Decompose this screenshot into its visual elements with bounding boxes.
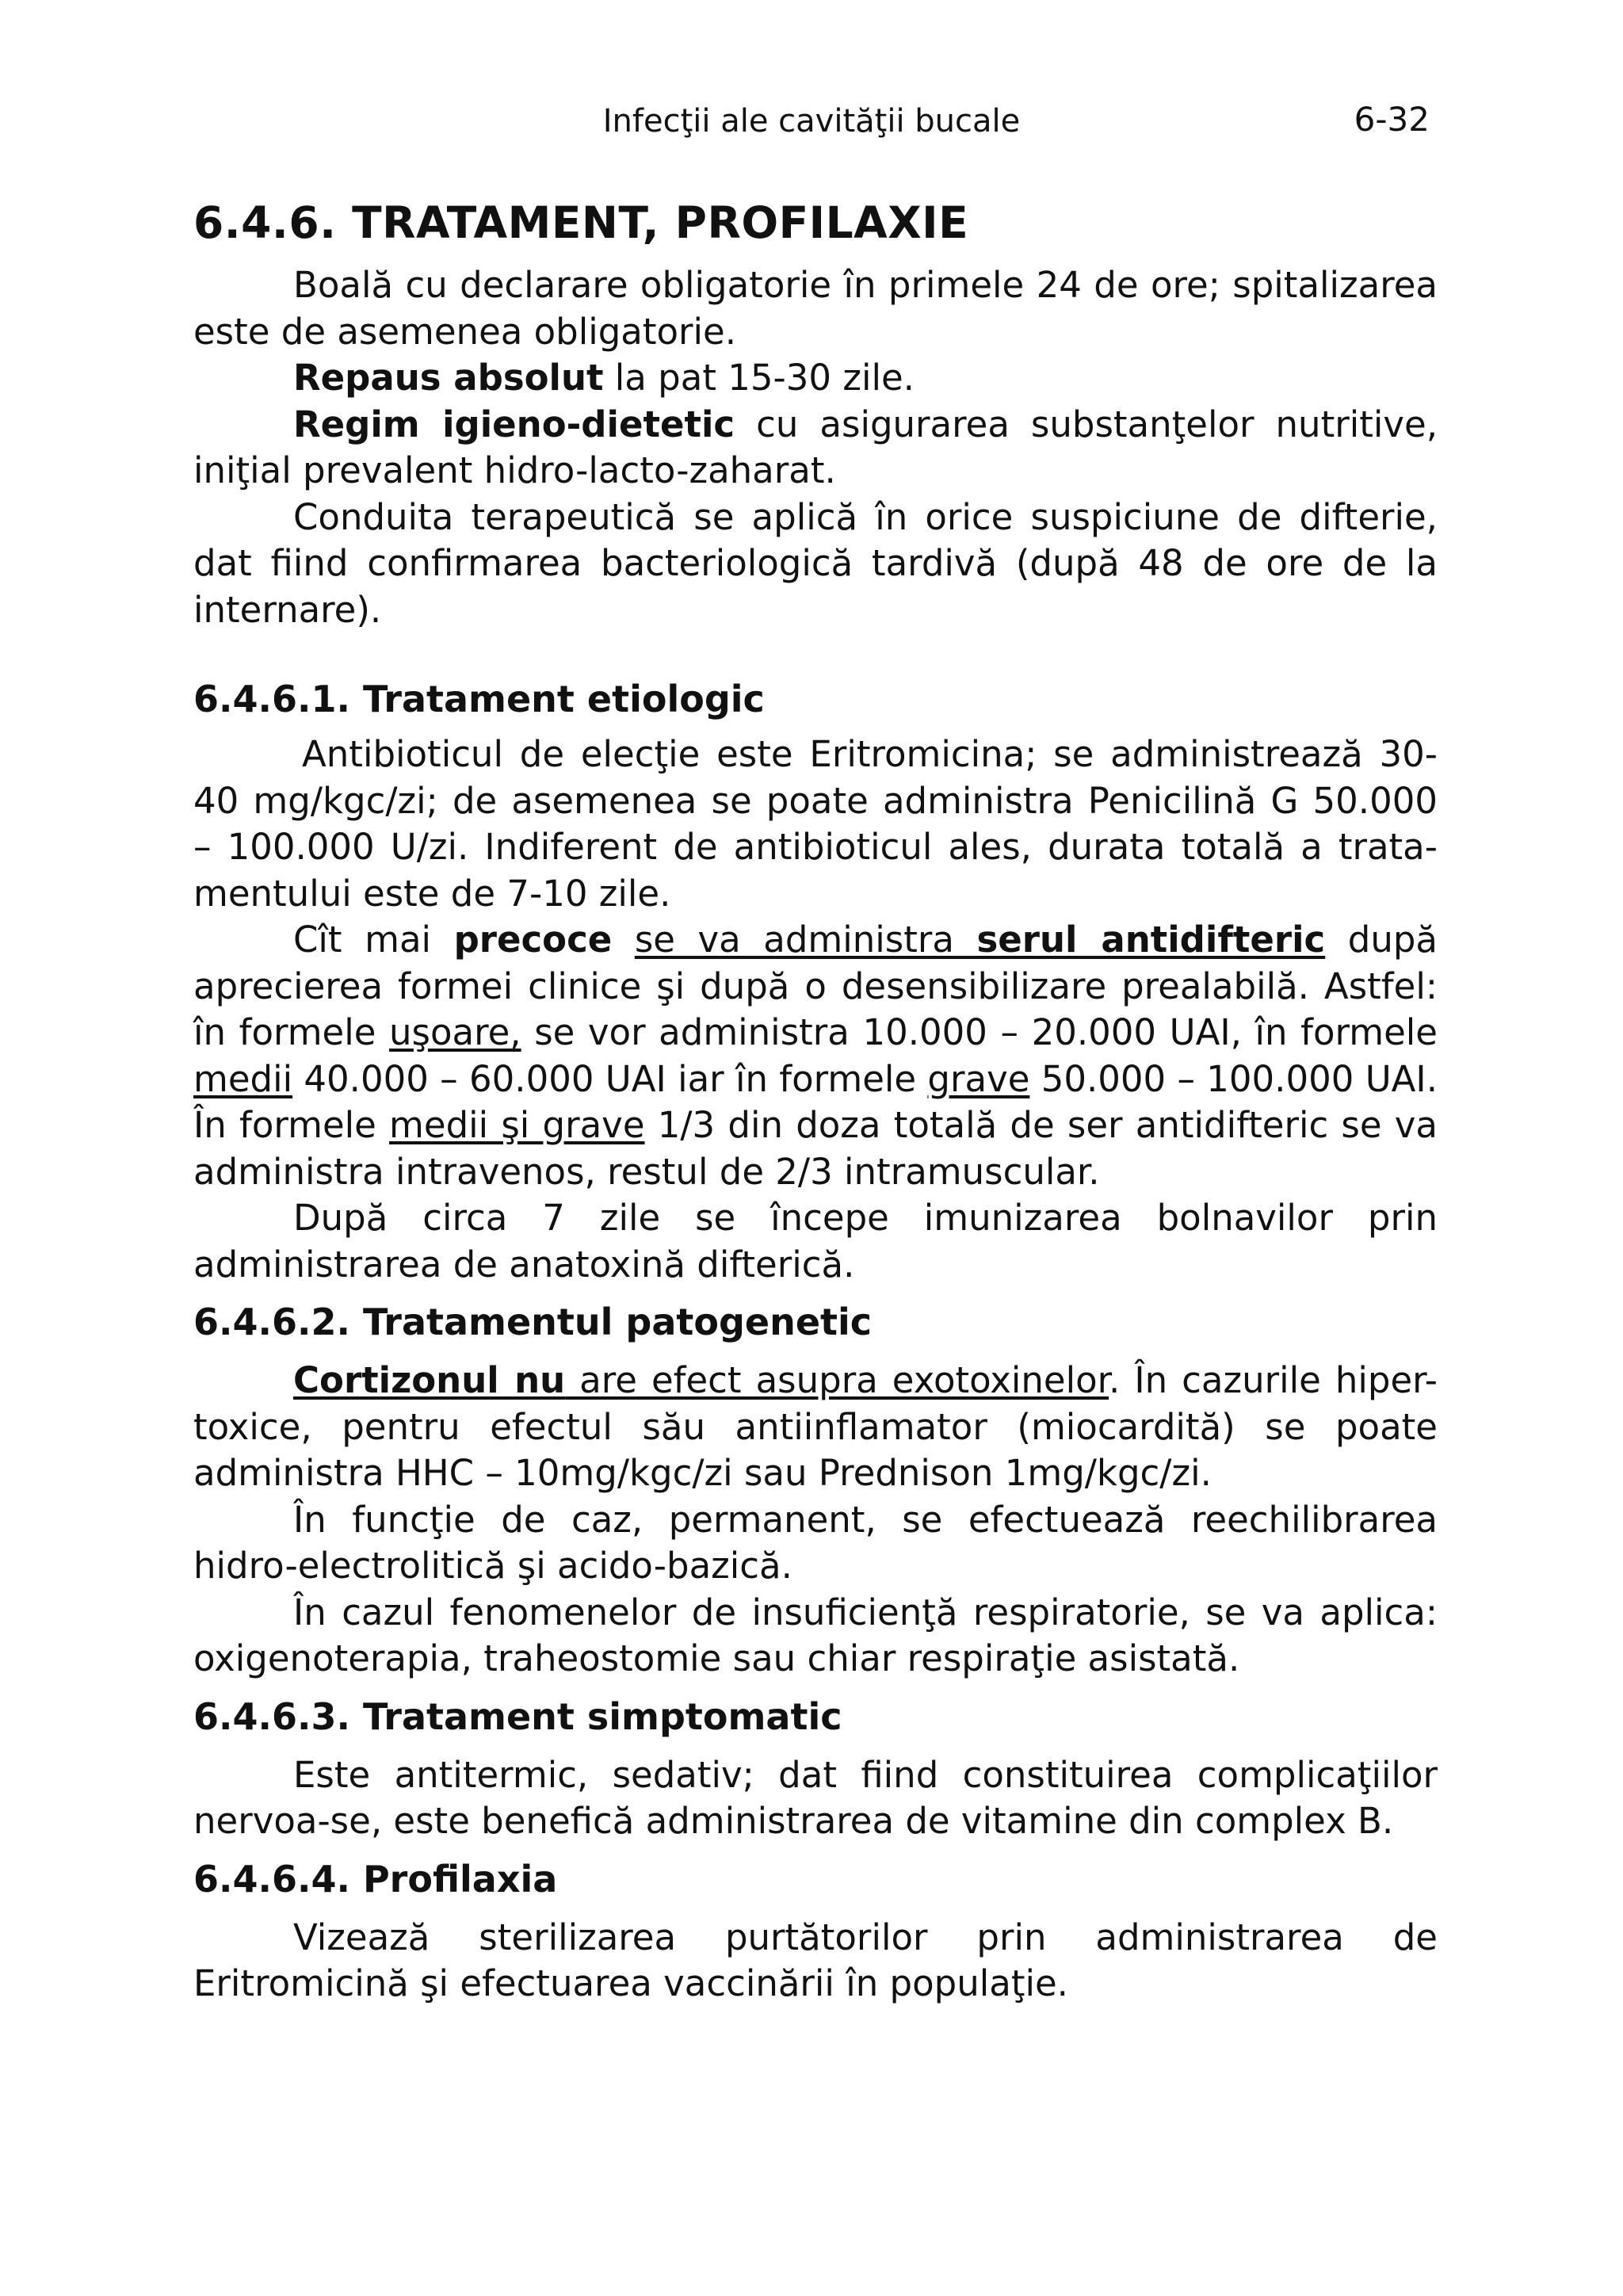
bold-underlined-term: Cortizonul nu xyxy=(293,1359,566,1401)
subsection-title-etiologic: 6.4.6.1. Tratament etiologic xyxy=(193,678,765,720)
paragraph-text: . În cazurile hiper-toxice, pentru efectul său antiinflamator (miocardită) se poate administra HHC – 10mg/kgc/zi sau Prednison 1mg/kgc/zi. xyxy=(193,1359,1438,1494)
underlined-text: medii xyxy=(193,1057,293,1100)
paragraph-imunizare xyxy=(193,1195,1438,1288)
running-title: Infecţii ale cavităţii bucale xyxy=(602,103,1021,139)
paragraph-text: Vizează sterilizarea purtătorilor prin administrarea de Eritromicină şi efectuarea vaccinării în populaţie. xyxy=(193,1916,1438,2004)
paragraph-insuficienta xyxy=(193,1590,1438,1683)
paragraph-text: În funcţie de caz, permanent, se efectuează reechilibrarea hidro-electrolitică şi acido-bazică. xyxy=(193,1498,1438,1587)
page-number: 6-32 xyxy=(1354,100,1430,139)
paragraph-repaus xyxy=(193,355,1438,402)
bold-term: Regim igieno-dietetic xyxy=(293,403,735,445)
paragraph-text: După circa 7 zile se începe imunizarea bolnavilor prin administrarea de anatoxină difterică. xyxy=(193,1197,1438,1286)
paragraph-text: la pat 15-30 zile. xyxy=(603,357,915,399)
text-run: se vor administra 10.000 – 20.000 UAI, în formele xyxy=(521,1011,1438,1053)
underlined-text: se va administra xyxy=(634,919,977,961)
paragraph-antibiotic xyxy=(193,732,1438,917)
text-run: 50.000 – 100.000 UAI. În formele xyxy=(193,1057,1438,1146)
text-run: 1/3 din doza totală de ser antidifteric se va administra intravenos, restul de 2/3 intramuscular. xyxy=(193,1104,1438,1193)
paragraph-regim xyxy=(193,402,1438,495)
text-run: după aprecierea formei clinice şi după o desensibilizare prealabilă. Astfel: în formele xyxy=(193,919,1438,1053)
page-content xyxy=(193,194,1438,2008)
subsection-title-patogenetic: 6.4.6.2. Tratamentul patogenetic xyxy=(193,1301,873,1343)
bold-term: precoce xyxy=(453,919,613,961)
underlined-text: are efect asupra exotoxinelor xyxy=(565,1359,1109,1401)
section-title: 6.4.6. TRATAMENT, PROFILAXIE xyxy=(193,197,969,248)
paragraph-text: cu asigurarea substanţelor nutritive, iniţial prevalent hidro-lacto-zaharat. xyxy=(193,403,1438,491)
paragraph-text: Conduita terapeutică se aplică în orice suspiciune de difterie, dat fiind confirmarea bacteriologică tardivă (după 48 de ore de la internare). xyxy=(193,495,1438,631)
paragraph-reechilibrare xyxy=(193,1497,1438,1590)
underlined-text: grave xyxy=(927,1057,1030,1100)
paragraph-declarare xyxy=(193,262,1438,355)
paragraph-text: Este antitermic, sedativ; dat fiind constituirea complicaţiilor nervoa-se, este benefică administrarea de vitamine din complex B. xyxy=(193,1753,1438,1842)
paragraph-ser-antidifteric xyxy=(193,917,1438,1195)
underlined-text: uşoare, xyxy=(389,1011,521,1053)
paragraph-text: În cazul fenomenelor de insuficienţă respiratorie, se va aplica: oxigenoterapia, traheostomie sau chiar respiraţie asistată. xyxy=(193,1591,1438,1679)
subsection-title-profilaxia: 6.4.6.4. Profilaxia xyxy=(193,1857,558,1901)
paragraph-cortizon xyxy=(193,1358,1438,1497)
bold-term: Repaus absolut xyxy=(293,357,604,399)
paragraph-profilaxia xyxy=(193,1915,1438,2008)
text-run: 40.000 – 60.000 UAI iar în formele xyxy=(292,1057,928,1100)
paragraph-text: Antibioticul de elecţie este Eritromicina; se administrează 30-40 mg/kgc/zi; de asemenea se poate administra Penicilină G 50.000 – 100.000 U/zi. Indiferent de antibioticul ales, durata totală a trata-mentului este de 7-10 zile. xyxy=(193,733,1438,915)
paragraph-conduita xyxy=(193,495,1438,634)
text-run: Cît mai xyxy=(293,919,454,961)
text-run xyxy=(612,919,635,961)
underlined-text: medii şi grave xyxy=(389,1104,645,1146)
subsection-title-simptomatic: 6.4.6.3. Tratament simptomatic xyxy=(193,1694,842,1738)
paragraph-text: Boală cu declarare obligatorie în primele 24 de ore; spitalizarea este de asemenea obligatorie. xyxy=(193,264,1438,353)
paragraph-simptomatic xyxy=(193,1752,1438,1845)
bold-underlined-term: serul antidifteric xyxy=(976,919,1326,961)
